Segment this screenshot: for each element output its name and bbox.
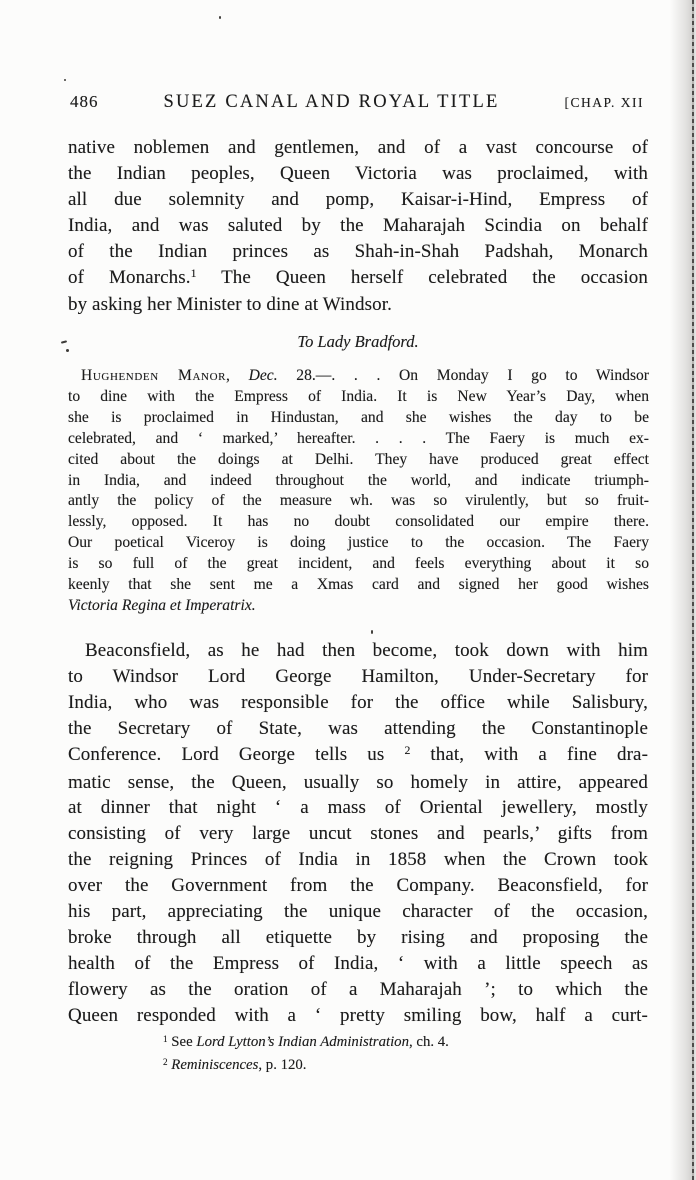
text-line: of Monarchs.$^1$ The Queen herself celebrated the occasion bbox=[68, 266, 648, 288]
footnotes bbox=[68, 1031, 648, 1077]
text-line: Hughenden Manor, Dec. 28.—. . . On Monday I go to Windsor bbox=[81, 367, 649, 384]
scan-speck bbox=[371, 630, 373, 634]
letter-heading bbox=[68, 332, 648, 352]
scan-speck bbox=[64, 79, 66, 81]
text-line: Victoria Regina et Imperatrix. bbox=[68, 596, 256, 614]
text-line: all due solemnity and pomp, Kaisar-i-Hind, Empress of bbox=[68, 188, 648, 210]
running-title: SUEZ CANAL AND ROYAL TITLE bbox=[163, 92, 500, 112]
text-line: at dinner that night ‘ a mass of Oriental jewellery, mostly bbox=[68, 797, 648, 819]
text-line: keenly that she sent me a Xmas card and signed her good wishes bbox=[68, 576, 649, 594]
text-line: Beaconsfield, as he had then become, took down with him bbox=[85, 640, 648, 661]
text-line: broke through all etiquette by rising and proposing the bbox=[68, 926, 648, 948]
text-line: consisting of very large uncut stones and pearls,’ gifts from bbox=[68, 823, 648, 845]
text-line: to Windsor Lord George Hamilton, Under-Secretary for bbox=[68, 665, 648, 687]
text-line: health of the Empress of India, ‘ with a little speech as bbox=[68, 952, 648, 974]
text-line: India, and was saluted by the Maharajah Scindia on behalf bbox=[68, 214, 648, 236]
scan-speck bbox=[61, 340, 67, 343]
text-line: is so full of the great incident, and feels everything about it so bbox=[68, 555, 649, 573]
text-line: she is proclaimed in Hindustan, and she wishes the day to be bbox=[68, 408, 649, 426]
text-line: matic sense, the Queen, usually so homely in attire, appeared bbox=[68, 771, 648, 793]
text-line: $^1$ See Lord Lytton’s Indian Administration, ch. 4. bbox=[163, 1033, 449, 1050]
text-line: the Indian peoples, Queen Victoria was proclaimed, with bbox=[68, 162, 648, 184]
page-edge-binding-line bbox=[692, 0, 694, 1180]
chapter-label: [CHAP. XII bbox=[564, 95, 644, 110]
text-line: Our poetical Viceroy is doing justice to the occasion. The Faery bbox=[68, 534, 649, 552]
text-line: of the Indian princes as Shah-in-Shah Padshah, Monarch bbox=[68, 240, 648, 262]
page-number: 486 bbox=[70, 92, 99, 111]
paragraph-beaconsfield bbox=[68, 638, 648, 1029]
text-line: the Secretary of State, was attending the Constantinople bbox=[68, 717, 648, 739]
text-line: over the Government from the Company. Beaconsfield, for bbox=[68, 875, 648, 897]
text-line: celebrated, and ‘ marked,’ hereafter. . . . The Faery is much ex- bbox=[68, 429, 649, 447]
text-line: India, who was responsible for the office while Salisbury, bbox=[68, 691, 648, 713]
letter-body bbox=[68, 366, 649, 617]
scan-speck bbox=[66, 349, 69, 352]
text-line: Conference. Lord George tells us $^2$ that, with a fine dra- bbox=[68, 743, 648, 765]
text-line: to dine with the Empress of India. It is New Year’s Day, when bbox=[68, 387, 649, 405]
text-line: his part, appreciating the unique character of the occasion, bbox=[68, 901, 648, 923]
text-line: cited about the doings at Delhi. They have produced great effect bbox=[68, 450, 649, 468]
paragraph-opening bbox=[68, 135, 648, 318]
text-line: the reigning Princes of India in 1858 when the Crown took bbox=[68, 849, 648, 871]
scan-speck bbox=[219, 16, 221, 19]
text-line: by asking her Minister to dine at Windsor. bbox=[68, 294, 392, 316]
letter-heading-text: To Lady Bradford. bbox=[297, 332, 419, 351]
page-header bbox=[70, 92, 644, 113]
text-line: antly the policy of the measure wh. was so virulently, but so fruit- bbox=[68, 492, 649, 510]
text-line: native noblemen and gentlemen, and of a vast concourse of bbox=[68, 137, 648, 158]
text-line: Queen responded with a ‘ pretty smiling bow, half a curt- bbox=[68, 1004, 648, 1026]
text-line: in India, and indeed throughout the world, and indicate triumph- bbox=[68, 471, 649, 489]
text-line: $^2$ Reminiscences, p. 120. bbox=[163, 1056, 307, 1073]
text-line: lessly, opposed. It has no doubt consolidated our empire there. bbox=[68, 513, 649, 531]
text-line: flowery as the oration of a Maharajah ’; to which the bbox=[68, 978, 648, 1000]
